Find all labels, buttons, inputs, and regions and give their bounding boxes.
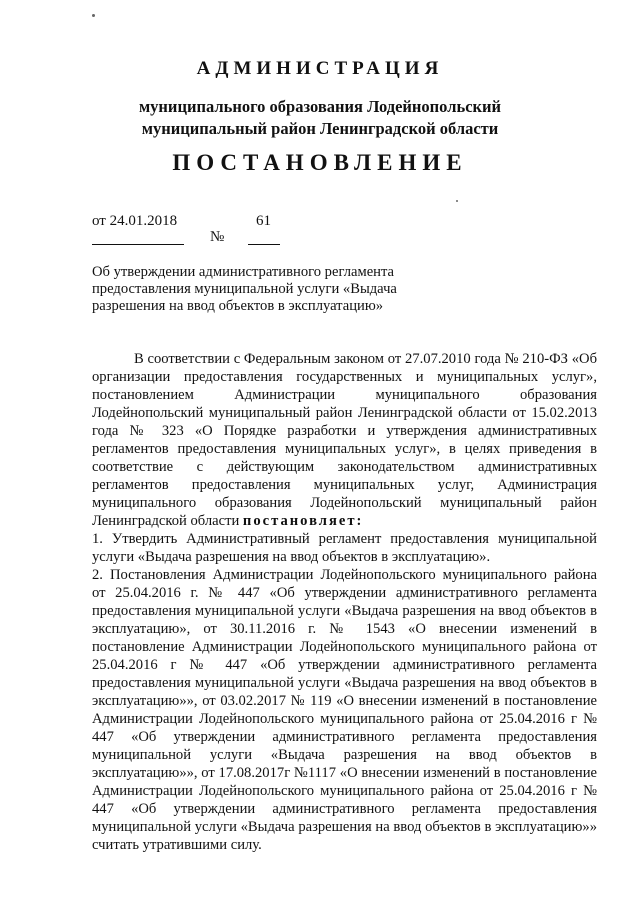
- document-number: 61: [256, 213, 271, 229]
- subject-line: разрешения на ввод объектов в эксплуатацию»: [92, 298, 384, 314]
- document-type-heading: ПОСТАНОВЛЕНИЕ: [172, 150, 468, 175]
- scan-speck: [456, 200, 458, 202]
- municipality-name: [0, 96, 640, 140]
- administration-heading: АДМИНИСТРАЦИЯ: [196, 58, 444, 79]
- number-sign: №: [210, 229, 225, 245]
- scan-speck: [92, 14, 95, 17]
- municipality-line: муниципальный район Ленинградской области: [141, 119, 499, 138]
- date-underline: [92, 244, 184, 245]
- preamble-text: В соответствии с Федеральным законом от 27.07.2010 года № 210-ФЗ «Об организации предоставления государственных и муниципальных услуг», постановлением Администрации муниципального образования Лодейнопольский муниципальный район Ленинградской области от 15.02.2013 года № 323 «О Порядке разработки и утверждения административных регламентов предоставления муниципальных услуг», в целях приведения в соответствие с действующим законодательством административных регламентов предоставления муниципальных услуг, Администрация муниципального образования Лодейнопольский муниципальный район Ленинградской области: [92, 351, 597, 529]
- item-1-paragraph: 1. Утвердить Административный регламент предоставления муниципальной услуги «Выдача разрешения на ввод объектов в эксплуатацию».: [92, 531, 597, 565]
- document-date: от 24.01.2018: [92, 213, 178, 229]
- document-subject: [92, 264, 432, 315]
- item-2-paragraph: 2. Постановления Администрации Лодейнопольского муниципального района от 25.04.2016 г. № 447 «Об утверждении административного регламента предоставления муниципальной услуги «Выдача разрешения на ввод объектов в эксплуатацию», от 30.11.2016 г. № 1543 «О внесении изменений в постановление Администрации Лодейнопольского муниципального района от 25.04.2016 г № 447 «Об утверждении административного регламента предоставления муниципальной услуги «Выдача разрешения на ввод объектов в эксплуатацию»», от 03.02.2017 № 119 «О внесении изменений в постановление Администрации Лодейнопольского муниципального района от 25.04.2016 г № 447 «Об утверждении административного регламента предоставления муниципальной услуги «Выдача разрешения на ввод объектов в эксплуатацию»», от 17.08.2017г №1117 «О внесении изменений в постановление Администрации Лодейнопольского муниципального района от 25.04.2016 г № 447 «Об утверждении административного регламента предоставления муниципальной услуги «Выдача разрешения на ввод объектов в эксплуатацию»» считать утратившими силу.: [92, 567, 597, 853]
- preamble-paragraph: [92, 350, 597, 530]
- document-body: [92, 350, 597, 854]
- subject-line: предоставления муниципальной услуги «Выдача: [92, 281, 397, 297]
- subject-line: Об утверждении административного регламента: [92, 264, 395, 280]
- decree-word: постановляет:: [242, 513, 364, 529]
- municipality-line: муниципального образования Лодейнопольский: [138, 97, 502, 116]
- number-underline: [248, 244, 280, 245]
